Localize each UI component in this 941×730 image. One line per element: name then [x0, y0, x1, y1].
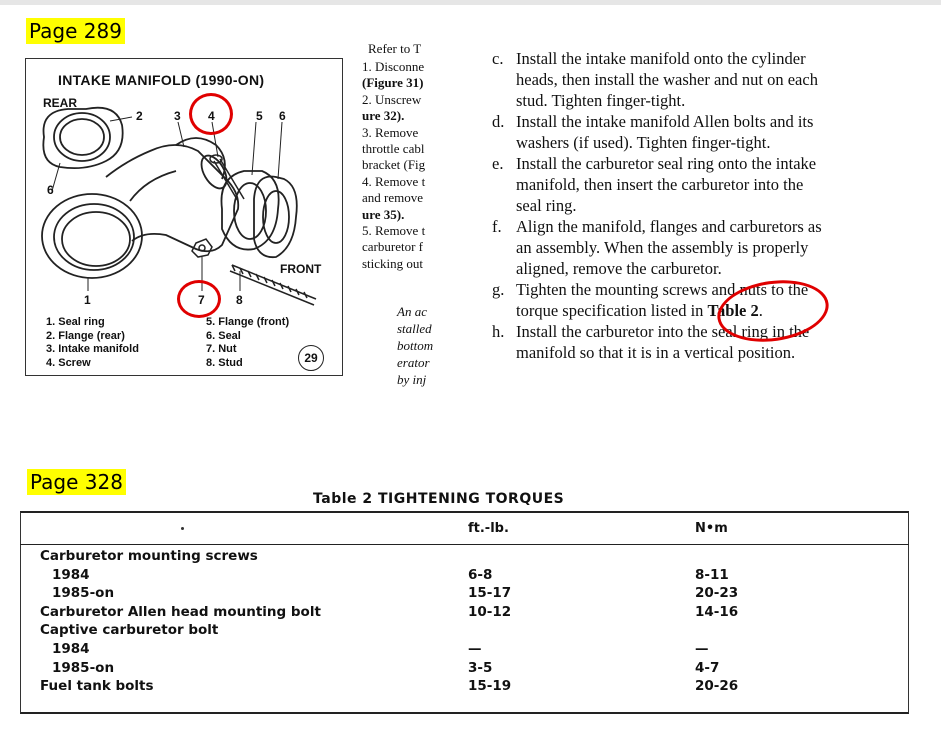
figure-title: INTAKE MANIFOLD (1990-ON) [58, 72, 265, 88]
legend-item: 3. Intake manifold [46, 343, 139, 355]
header-ftlb: ft.-lb. [468, 521, 509, 536]
step-text-main: Tighten the mounting screws and nuts to the torque specification listed in [516, 280, 809, 320]
table-row [0, 585, 941, 603]
callout-6-left: 6 [47, 183, 54, 197]
step-letter: d. [492, 112, 505, 131]
column-line: bracket (Fig [362, 157, 426, 173]
row-ftlb: 10-12 [468, 603, 512, 620]
step-text: Install the carburetor into the seal ring in the manifold so that it is in a vertical position. [516, 322, 810, 362]
step-text: Install the carburetor seal ring onto the intake manifold, then insert the carburetor into the seal ring. [516, 154, 817, 215]
callout-1: 1 [84, 293, 91, 307]
callout-3: 3 [174, 109, 181, 123]
row-nm: 14-16 [695, 603, 739, 620]
callout-7: 7 [198, 293, 205, 307]
callout-8: 8 [236, 293, 243, 307]
table-row [0, 641, 941, 659]
row-label: 1984 [52, 641, 90, 657]
row-label: Fuel tank bolts [40, 678, 154, 695]
callout-5: 5 [256, 109, 263, 123]
rear-label: REAR [43, 96, 78, 110]
row-nm: — [695, 641, 709, 657]
note-line: An ac [397, 304, 427, 319]
row-ftlb: 3-5 [468, 659, 493, 676]
column-line: (Figure 31) [362, 75, 424, 91]
page-label-289: Page 289 [26, 18, 125, 44]
table-reference: Table 2 [707, 301, 759, 320]
step-f [492, 216, 882, 279]
truncated-top-line: Refer to T [368, 41, 422, 56]
table-title: Table 2 TIGHTENING TORQUES [313, 491, 565, 507]
column-line: 2. Unscrew [362, 91, 422, 107]
step-e [492, 153, 882, 216]
column-line: 3. Remove [362, 124, 419, 140]
column-line: ure 32). [362, 108, 405, 124]
step-text: Install the intake manifold onto the cylinder heads, then install the washer and nut on each stud. Tighten finger-tight. [516, 49, 818, 110]
header-nm: N•m [695, 521, 728, 536]
legend-item: 5. Flange (front) [206, 316, 290, 328]
row-nm: 8-11 [695, 566, 729, 583]
rear-flange-shape [43, 108, 122, 168]
figure-number: 29 [298, 345, 324, 371]
row-nm: 4-7 [695, 659, 720, 676]
row-label: 1985-on [52, 585, 115, 602]
top-bar [0, 0, 941, 5]
column-line: and remove [362, 190, 424, 206]
front-label: FRONT [280, 262, 322, 276]
step-letter: e. [492, 154, 504, 173]
callout-2: 2 [136, 109, 143, 123]
legend-item: 7. Nut [206, 343, 237, 355]
note-line: stalled [397, 321, 432, 336]
legend-item: 8. Stud [206, 356, 243, 369]
table-row [0, 604, 941, 622]
table-row [0, 567, 941, 585]
legend-left [46, 316, 139, 370]
legend-item: 6. Seal [206, 329, 241, 342]
table-row [0, 660, 941, 678]
row-nm: 20-23 [695, 585, 739, 602]
legend-right [206, 316, 289, 370]
header-dot [181, 527, 184, 530]
red-circle-callout-4 [189, 93, 233, 135]
row-label: Captive carburetor bolt [40, 622, 219, 639]
table-row [0, 622, 941, 640]
row-ftlb: 6-8 [468, 566, 493, 583]
row-label: 1984 [52, 566, 90, 583]
legend-item: 1. Seal ring [46, 316, 105, 328]
column-line: throttle cabl [362, 141, 425, 157]
front-flange-shape [221, 171, 296, 257]
table-row [0, 548, 941, 566]
row-label: 1985-on [52, 659, 115, 676]
row-ftlb: 15-19 [468, 678, 512, 695]
step-text-end: . [758, 301, 763, 320]
column-line: ure 35). [362, 206, 405, 222]
table-row [0, 678, 941, 696]
step-letter: g. [492, 280, 505, 299]
legend-item: 2. Flange (rear) [46, 329, 125, 342]
legend-item: 4. Screw [46, 356, 91, 369]
table-header-separator [20, 544, 909, 545]
column-line: 4. Remove t [362, 173, 426, 189]
step-letter: f. [492, 217, 502, 236]
row-ftlb: — [468, 641, 482, 657]
callout-6-top: 6 [279, 109, 286, 123]
row-label: Carburetor Allen head mounting bolt [40, 603, 321, 620]
step-text: Align the manifold, flanges and carburetors as an assembly. When the assembly is properly aligned, remove the carburetor. [516, 217, 822, 278]
note-line: by inj [397, 372, 427, 387]
column-line: sticking out [362, 255, 424, 271]
step-text: Install the intake manifold Allen bolts and its washers (if used). Tighten finger-tight. [516, 112, 814, 152]
note-line: bottom [397, 338, 434, 353]
step-d [492, 111, 882, 153]
row-nm: 20-26 [695, 678, 739, 695]
note-line: erator [397, 355, 430, 370]
red-circle-callout-7 [177, 280, 221, 318]
row-ftlb: 15-17 [468, 585, 512, 602]
seal-ring-shape [42, 194, 142, 278]
truncated-column [362, 41, 434, 271]
column-line: 5. Remove t [362, 223, 426, 239]
row-label: Carburetor mounting screws [40, 548, 258, 564]
intake-manifold-figure [25, 58, 343, 376]
column-line: 1. Disconne [362, 59, 425, 74]
callout-4: 4 [208, 109, 215, 123]
truncated-note [397, 303, 449, 387]
column-line: carburetor f [362, 239, 423, 255]
step-h [492, 321, 882, 363]
step-c [492, 48, 882, 111]
step-letter: c. [492, 49, 504, 68]
page-label-328: Page 328 [27, 469, 126, 495]
step-letter: h. [492, 322, 505, 341]
